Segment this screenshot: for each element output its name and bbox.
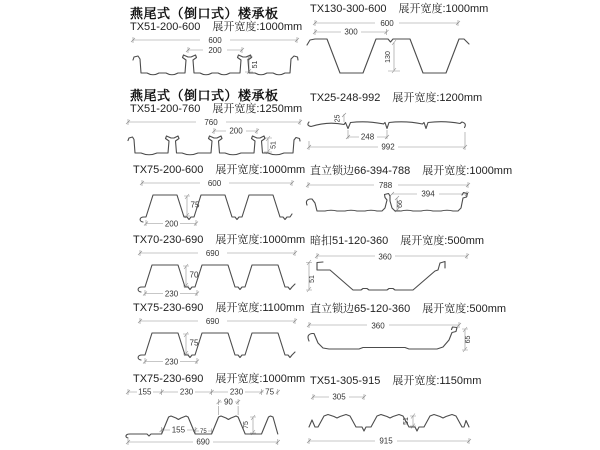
panel-tx51-200-600 (130, 6, 302, 78)
dim-label-pitch: 200 (164, 219, 179, 229)
dim-label-overall: 915 (379, 436, 393, 446)
profile-path (133, 55, 298, 75)
profile-path (138, 265, 295, 292)
model-line (310, 303, 506, 316)
model-code: TX25-248-992 (310, 92, 381, 104)
dim-label-overall: 992 (381, 142, 395, 152)
dim-label-height: 51 (270, 141, 278, 149)
model-line (133, 164, 305, 177)
dim-label-seg3: 230 (229, 387, 244, 397)
model-code: TX75-200-600 (133, 164, 204, 176)
profile-drawing (124, 118, 304, 158)
profile-drawing (137, 249, 297, 299)
unfolded-width-label: 展开宽度:1000mm (215, 373, 306, 385)
profile-path (308, 122, 465, 129)
dim-label-height: 51 (403, 417, 410, 425)
model-line (133, 373, 305, 386)
unfolded-width-label: 展开宽度:1250mm (212, 103, 303, 115)
dim-label-height: 75 (243, 421, 250, 429)
dim-label-valley: 75 (200, 429, 207, 435)
profile-path (306, 193, 467, 212)
panel-seam-65-120-360 (310, 303, 506, 357)
dim-label-overall: 788 (378, 181, 393, 190)
profile-drawing (137, 317, 297, 367)
model-code: TX75-230-690 (133, 302, 204, 314)
model-code: TX130-300-600 (310, 3, 387, 15)
unfolded-width-label: 展开宽度:1000mm (422, 165, 513, 177)
dim-label-overall: 600 (380, 19, 394, 28)
dim-label-height: 51 (309, 275, 316, 283)
dim-label-height: 66 (397, 200, 404, 208)
panel-tx25-248-992 (310, 92, 482, 152)
model-code: TX51-200-600 (130, 21, 201, 33)
unfolded-width-label: 展开宽度:1150mm (392, 375, 482, 387)
unfolded-width-label: 展开宽度:1200mm (392, 92, 483, 104)
dim-label-overall: 690 (196, 437, 210, 447)
unfolded-width-label: 展开宽度:1000mm (215, 234, 306, 246)
panel-clip-51-120-360 (310, 235, 484, 296)
panel-tx130-300-600 (310, 3, 488, 77)
dim-label-pitch: 200 (208, 46, 222, 55)
profile-drawing (303, 108, 473, 152)
profile-drawing (130, 36, 300, 78)
panel-tx75-230-690 (133, 302, 304, 367)
model-line (130, 21, 302, 34)
dim-label-crest-top: 90 (223, 397, 233, 407)
dim-label-height: 70 (189, 270, 199, 280)
dim-label-height: 75 (190, 200, 200, 210)
profile-drawing (92, 387, 292, 447)
unfolded-width-label: 展开宽度:1000mm (212, 21, 303, 33)
dim-label-pitch: 300 (344, 27, 358, 37)
model-line (133, 234, 305, 247)
unfolded-width-label: 展开宽度:1000mm (215, 164, 306, 176)
dim-label-height: 75 (189, 338, 199, 348)
dim-label-pitch: 230 (164, 357, 179, 367)
dim-label-height: 25 (334, 114, 342, 123)
model-line (310, 92, 482, 105)
model-code: TX75-230-690 (133, 373, 204, 385)
profile-path (138, 333, 295, 360)
profile-drawing (303, 181, 473, 219)
panel-heading: 燕尾式（倒口式）楼承板 (130, 6, 279, 21)
dim-label-height: 130 (385, 51, 392, 63)
dim-label-overall: 690 (205, 317, 220, 326)
model-code: 直立锁边65-120-360 (310, 303, 411, 315)
dim-label-overall: 600 (208, 36, 222, 45)
unfolded-width-label: 展开宽度:500mm (422, 303, 507, 315)
model-line (310, 235, 484, 248)
model-line (310, 165, 512, 178)
unfolded-width-label: 展开宽度:1100mm (215, 302, 305, 314)
dim-label-overall: 600 (207, 179, 222, 188)
dim-label-overall: 760 (204, 118, 218, 127)
panel-tx75-230-690-detail (133, 373, 305, 447)
model-code: 暗扣51-120-360 (310, 235, 389, 247)
profile-drawing (303, 250, 473, 296)
model-line (130, 103, 304, 116)
dim-label-overall: 360 (371, 321, 385, 331)
dim-label-pitch: 394 (421, 189, 435, 199)
model-line (133, 302, 304, 315)
profile-path (309, 415, 469, 432)
panel-tx75-200-600 (133, 164, 305, 227)
dim-label-crest-bottom: 155 (171, 425, 186, 435)
dim-label-overall: 360 (378, 252, 392, 262)
dim-label-pitch: 230 (164, 289, 179, 299)
profile-path (317, 262, 445, 291)
panel-tx51-305-915 (310, 375, 481, 447)
panel-tx51-200-760 (130, 88, 304, 158)
dim-label-seg4: 75 (265, 387, 275, 397)
model-code: TX70-230-690 (133, 234, 204, 246)
model-code: 直立锁边66-394-788 (310, 165, 411, 177)
dim-label-seg1: 155 (138, 387, 152, 397)
unfolded-width-label: 展开宽度:500mm (400, 235, 485, 247)
unfolded-width-label: 展开宽度:1000mm (398, 3, 489, 15)
dim-label-pitch: 305 (332, 392, 346, 402)
profile-drawing (303, 319, 473, 357)
dim-label-seg2: 230 (179, 387, 194, 397)
dim-label-height: 51 (252, 60, 259, 69)
profile-drawing (303, 389, 473, 447)
profile-drawing (303, 19, 473, 77)
profile-path (140, 195, 292, 222)
dim-label-overall: 690 (205, 249, 220, 258)
model-code: TX51-200-760 (130, 103, 201, 115)
model-code: TX51-305-915 (310, 375, 381, 387)
panel-tx70-230-690 (133, 234, 305, 299)
model-line (310, 375, 481, 388)
dim-label-height: 65 (465, 335, 472, 344)
dim-label-pitch: 248 (360, 132, 375, 142)
panel-heading: 燕尾式（倒口式）楼承板 (130, 88, 279, 103)
model-line (310, 3, 488, 16)
panel-seam-66-394-788 (310, 165, 512, 219)
dim-label-pitch: 200 (229, 126, 243, 136)
profile-drawing (137, 179, 297, 227)
